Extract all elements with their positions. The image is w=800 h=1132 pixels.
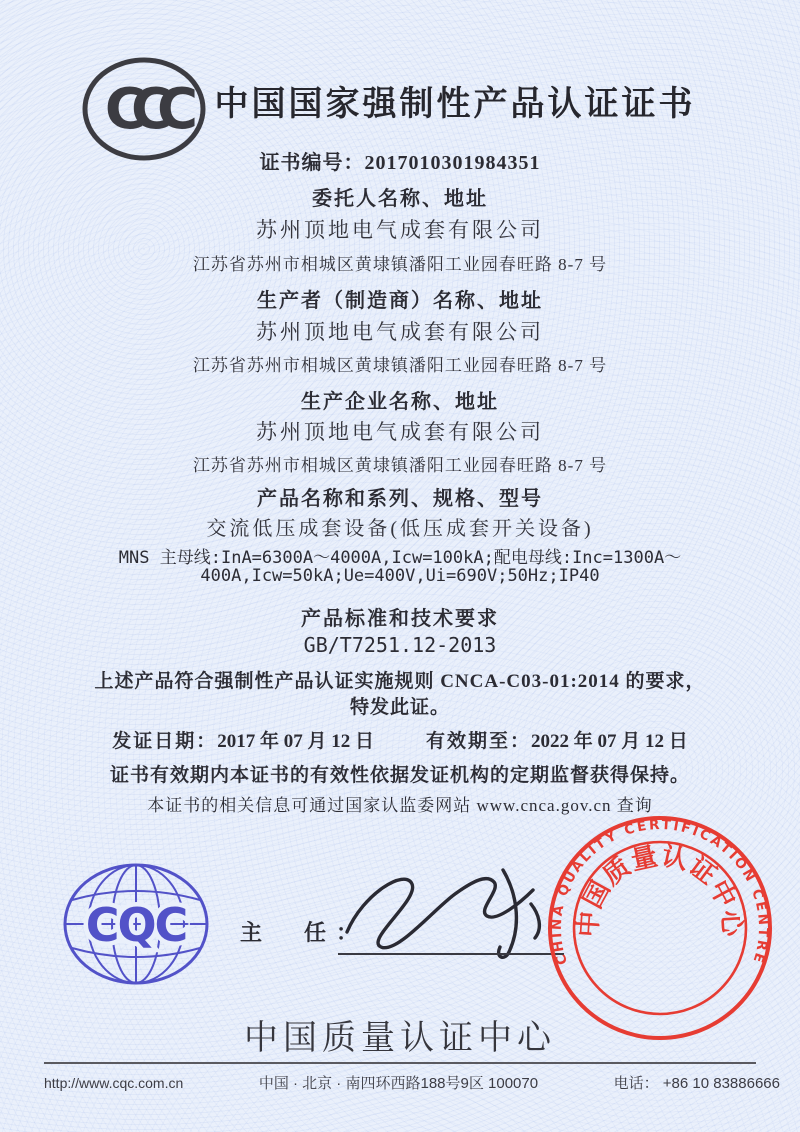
seal-inner-text: 中国质量认证中心	[573, 841, 747, 939]
standard-value: GB/T7251.12-2013	[303, 633, 497, 657]
validity-note: 证书有效期内本证书的有效性依据发证机构的定期监督获得保持。	[109, 765, 690, 786]
expiry-date-value: 2022 年 07 月 12 日	[531, 731, 688, 752]
certificate-number-label: 证书编号：	[259, 152, 365, 174]
product-name: 交流低压成套设备(低压成套开关设备)	[206, 518, 594, 540]
info-note: 本证书的相关信息可通过国家认监委网站 www.cnca.gov.cn 查询	[147, 796, 653, 815]
product-heading: 产品名称和系列、规格、型号	[257, 488, 543, 510]
footer-website: http://www.cqc.com.cn	[44, 1075, 184, 1091]
svg-text:CCC: CCC	[104, 77, 184, 142]
issue-date	[112, 726, 374, 753]
manufacturer-name: 苏州顶地电气成套有限公司	[256, 320, 544, 344]
manufacturer-heading: 生产者（制造商）名称、地址	[257, 290, 543, 312]
conformity-statement-line2: 特发此证。	[349, 697, 450, 718]
issue-date-value: 2017 年 07 月 12 日	[217, 731, 374, 752]
applicant-heading: 委托人名称、地址	[312, 188, 488, 210]
svg-text:中国质量认证中心	[573, 841, 746, 938]
footer-phone: 电话： +86 10 83886666	[613, 1075, 780, 1092]
conformity-statement-line1: 上述产品符合强制性产品认证实施规则 CNCA-C03-01:2014 的要求，	[94, 671, 706, 692]
applicant-address: 江苏省苏州市相城区黄埭镇潘阳工业园春旺路 8-7 号	[192, 255, 608, 274]
footer-divider	[44, 1062, 756, 1064]
dates-row	[0, 726, 800, 753]
enterprise-heading: 生产企业名称、地址	[301, 391, 499, 413]
svg-text:CQC: CQC	[85, 898, 187, 952]
product-spec-line1: MNS 主母线:InA=6300A～4000A,Icw=100kA;配电母线:Inc=1300A～	[118, 548, 682, 568]
signature-underline	[338, 953, 564, 955]
enterprise-address: 江苏省苏州市相城区黄埭镇潘阳工业园春旺路 8-7 号	[192, 456, 608, 475]
issue-date-label: 发证日期：	[112, 731, 218, 752]
director-label: 主 任：	[240, 920, 369, 945]
certificate-number	[0, 146, 800, 175]
certificate-title: 中国国家强制性产品认证证书	[214, 86, 696, 123]
enterprise-name: 苏州顶地电气成套有限公司	[256, 420, 544, 444]
product-spec-line2: 400A,Icw=50kA;Ue=400V,Ui=690V;50Hz;IP40	[200, 566, 600, 586]
standard-heading: 产品标准和技术要求	[301, 608, 499, 630]
expiry-date	[426, 726, 688, 753]
expiry-date-label: 有效期至：	[426, 731, 532, 752]
seal-outer-text: CHINA QUALITY CERTIFICATION CENTRE	[548, 816, 772, 967]
certificate-number-value: 2017010301984351	[364, 152, 541, 174]
manufacturer-address: 江苏省苏州市相城区黄埭镇潘阳工业园春旺路 8-7 号	[192, 356, 608, 375]
footer-address: 中国 · 北京 · 南四环西路188号9区 100070	[258, 1075, 539, 1092]
cqc-globe-icon	[60, 860, 212, 988]
applicant-name: 苏州顶地电气成套有限公司	[256, 218, 544, 242]
organization-name: 中国质量认证中心	[244, 1019, 556, 1057]
footer	[44, 1072, 780, 1093]
